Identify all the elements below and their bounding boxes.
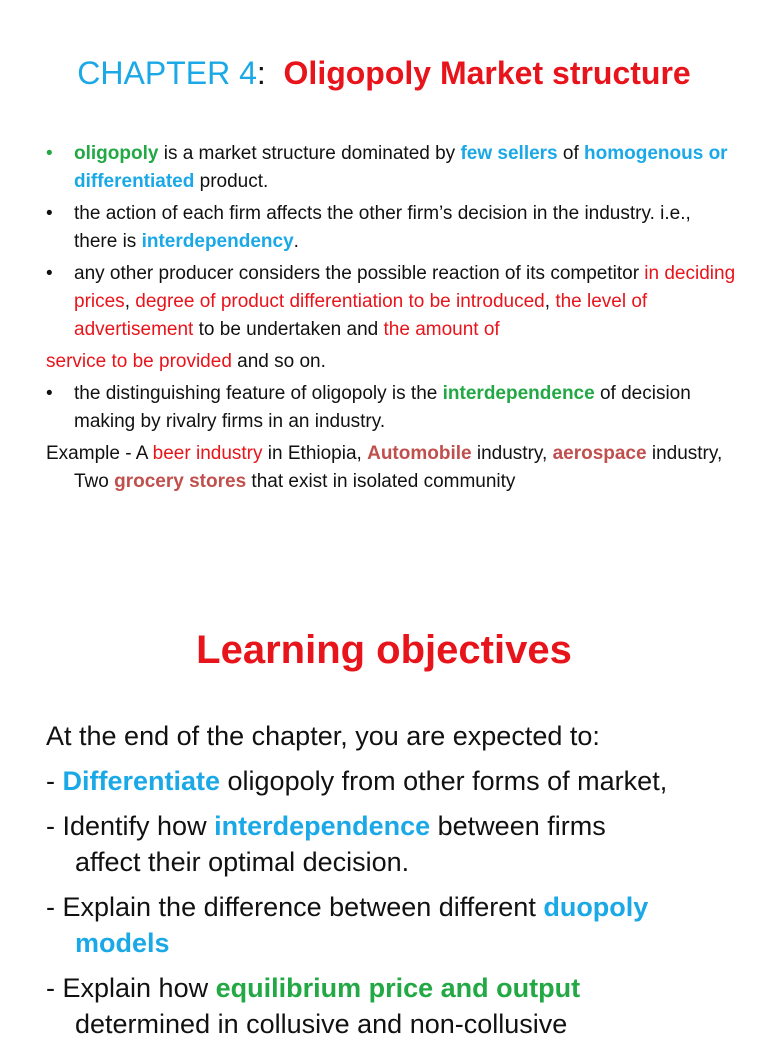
bullet-text: ,: [124, 291, 136, 312]
bullet-interdependency: [46, 200, 736, 256]
bullet-dot-icon: •: [46, 383, 53, 404]
example-paragraph: [46, 440, 736, 496]
example-text: in Ethiopia,: [262, 443, 368, 464]
highlight-equilibrium: equilibrium price and output: [215, 973, 581, 1003]
objectives-intro: At the end of the chapter, you are expected to:: [46, 721, 600, 751]
example-text: Example - A: [46, 443, 153, 464]
chapter-number: CHAPTER 4: [77, 55, 257, 91]
objective-text: - Explain how: [46, 973, 216, 1003]
highlight-differentiate: Differentiate: [62, 766, 221, 796]
highlight-product-differentiation: degree of product differentiation to be introduced: [135, 291, 545, 312]
highlight-amount-of: the amount of: [383, 319, 500, 340]
highlight-models: models: [75, 928, 170, 958]
bullet-continuation: [46, 348, 736, 376]
example-text: industry,: [471, 443, 553, 464]
learning-objectives-heading: Learning objectives: [196, 628, 572, 672]
objective-explain-equilibrium: [46, 970, 746, 1042]
bullet-text: any other producer considers the possible reaction of its competitor: [74, 263, 645, 284]
bullet-competitor-reaction: [46, 260, 736, 344]
bullet-text: of decision making by rivalry firms in an industry.: [74, 383, 691, 432]
highlight-duopoly: duopoly: [543, 892, 649, 922]
bullet-text: .: [293, 231, 299, 252]
bullet-oligopoly-definition: [46, 140, 736, 196]
example-beer-industry: beer industry: [152, 443, 263, 464]
bullet-dot-icon: •: [46, 143, 53, 164]
example-aerospace: aerospace: [552, 443, 647, 464]
objective-explain-duopoly: [46, 889, 746, 961]
bullet-text: and so on.: [231, 351, 326, 372]
objective-text: oligopoly from other forms of market,: [220, 766, 668, 796]
objective-text: -: [46, 766, 63, 796]
chapter-title: [0, 55, 768, 92]
objective-identify: [46, 808, 746, 880]
bullet-text: to be undertaken and: [193, 319, 384, 340]
bullet-distinguishing-feature: [46, 380, 736, 436]
bullet-text: ,: [544, 291, 556, 312]
bullet-text: product.: [194, 171, 269, 192]
chapter-colon: :: [256, 55, 266, 91]
bullet-text: the action of each firm affects the other firm’s decision in the industry. i.e., there is: [74, 203, 691, 252]
highlight-homogenous: homogenous or differentiated: [74, 143, 728, 192]
objective-text: affect their optimal decision.: [75, 847, 410, 877]
bullet-dot-icon: •: [46, 203, 53, 224]
bullet-text: is a market structure dominated by: [158, 143, 461, 164]
highlight-interdependency: interdependency: [141, 231, 294, 252]
bullet-dot-icon: •: [46, 263, 53, 284]
example-automobile: Automobile: [367, 443, 472, 464]
highlight-interdependence: interdependence: [442, 383, 595, 404]
highlight-interdependence-objective: interdependence: [214, 811, 431, 841]
objective-text: between firms: [430, 811, 606, 841]
bullet-text: the distinguishing feature of oligopoly is the: [74, 383, 443, 404]
example-text: that exist in isolated community: [246, 471, 516, 492]
objective-differentiate: [46, 763, 746, 799]
bullet-text: of: [557, 143, 585, 164]
highlight-service: service to be provided: [46, 351, 232, 372]
objectives-list: [46, 718, 746, 1051]
example-grocery-stores: grocery stores: [114, 471, 247, 492]
definition-list: [46, 140, 736, 500]
objective-text: - Explain the difference between different: [46, 892, 544, 922]
objective-text: - Identify how: [46, 811, 215, 841]
highlight-few-sellers: few sellers: [460, 143, 558, 164]
highlight-deciding-prices: in deciding prices: [74, 263, 736, 312]
chapter-topic: Oligopoly Market structure: [283, 55, 691, 91]
term-oligopoly: oligopoly: [74, 143, 159, 164]
objective-text: determined in collusive and non-collusive: [75, 1009, 568, 1039]
highlight-advertisement: the level of advertisement: [74, 291, 648, 340]
example-text: industry, Two: [74, 443, 723, 492]
